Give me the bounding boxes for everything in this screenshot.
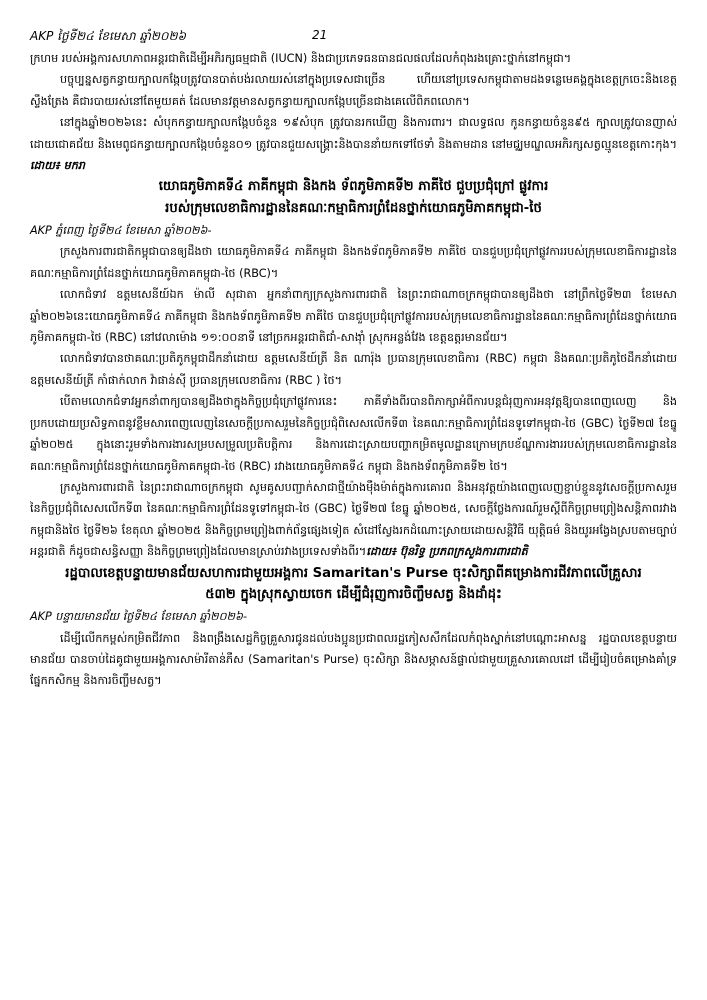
paragraph: បើតាមលោកជំទាវអ្នកនាំពាក្យបានឲ្យដឹងថាក្នុងកិច្ចប្រជុំក្រៅផ្លូវការនេះ ភាគីទាំងពីរបានពិភាក្សាអំពីការបន្តជំរុញការអនុវត្តឱ្យបានពេញលេញ និងប្រកបដោយប្រសិទ្ធភាពនូវខ្លឹមសារពេញលេញនៃសេចក្តីប្រកាសរួមនៃកិច្ចប្រជុំពិសេសលើកទី៣ នៃគណៈកម្មាធិការព្រំដែនទូទៅកម្ពុជា-ថៃ (GBC) ថ្ងៃទី២៧ ខែធ្នូ ឆ្នាំ២០២៥ ក្នុងនោះរួមទាំងការងារសម្របសម្រួលប្រតិបត្តិការ និងការដោះស្រាយបញ្ហាកម្រិតមូលដ្ឋានក្រោមក្របខ័ណ្ឌការងាររបស់ក្រុមលេខាធិការដ្ឋាននៃគណៈកម្មាធិការព្រំដែនថ្នាក់យោធភូមិភាគកម្ពុជា-ថៃ (RBC) រវាងយោធភូមិភាគទី៤ កម្ពុជា និងកងទ័ពភូមិភាគទី២ ថៃ។ <box>30 395 677 473</box>
headline: យោធភូមិភាគទី៤ ភាគីកម្ពុជា និងកង ទ័ពភូមិភាគទី២ ភាគីថៃ ជួបប្រជុំក្រៅ ផ្លូវការ <box>158 179 549 195</box>
dateline: AKP ភ្នំពេញ ថ្ងៃទី២៤ ខែមេសា ឆ្នាំ២០២៦- <box>30 224 212 238</box>
paragraph: លោកជំទាវបានថាគណៈប្រតិភូកម្ពុជាដឹកនាំដោយ ឧត្តមសេនីយ៍ត្រី និត ណារ៉ុង ប្រធានក្រុមលេខាធិការ (RBC) កម្ពុជា និងគណៈប្រតិភូថៃដឹកនាំដោយ ឧត្តមសេនីយ៍ត្រី កាំផាក់លាក វ៉ាផាន់ស៊ី ប្រធានក្រុមលេខាធិការ (RBC ) ថៃ។ <box>30 352 677 387</box>
byline: ដោយ៖ មករា <box>30 159 85 173</box>
paragraph <box>30 477 677 563</box>
header-date: AKP ថ្ងៃទី២៤ ខែមេសា ឆ្នាំ២០២៦ <box>30 29 187 43</box>
byline: ដោយ៖ ប៊ុនរិទ្ធ ប្រភពក្រសួងការពារជាតិ <box>366 545 528 559</box>
paragraph-text: ក្រសួងការពារជាតិ នៃព្រះរាជាណាចក្រកម្ពុជា សូមគូសបញ្ជាក់សាជាថ្មីយ៉ាងម៉ឺងម៉ាត់ក្នុងការគោរព និងអនុវត្តយ៉ាងពេញលេញខ្ជាប់ខ្ជួននូវសេចក្តីប្រកាសរួមនៃកិច្ចប្រជុំពិសេសលើកទី៣ នៃគណៈកម្មាធិការព្រំដែនទូទៅកម្ពុជា-ថៃ (GBC) ថ្ងៃទី២៧ ខែធ្នូ ឆ្នាំ២០២៥, សេចក្តីថ្លែងការណ៍រួមស្តីពីកិច្ចព្រមព្រៀងសន្តិភាពរវាងកម្ពុជានិងថៃ ថ្ងៃទី២៦ ខែតុលា ឆ្នាំ២០២៥ និងកិច្ចព្រមព្រៀងពាក់ព័ន្ធផ្សេងទៀត សំដៅស្វែងរកដំណោះស្រាយដោយសន្តិវិធី យុត្តិធម៌ និងយូរអង្វែងស្របតាមច្បាប់អន្តរជាតិ ក៏ដូចជាសន្ធិសញ្ញា និងកិច្ចព្រមព្រៀងដែលមានស្រាប់រវាងប្រទេសទាំងពីរ។ <box>30 480 677 559</box>
headline: របស់ក្រុមលេខាធិការដ្ឋាននៃគណៈកម្មាធិការព្រំដែនថ្នាក់យោធភូមិភាគកម្ពុជា-ថៃ <box>165 201 542 217</box>
paragraph-text: នៅក្នុងឆ្នាំ២០២៦នេះ សំបុកកន្ធាយក្បាលកង្កែបចំនួន ១៩សំបុក ត្រូវបានរកឃើញ និងការពារ។ ជាលទ្ធផល កូនកន្ធាយចំនួន៩៥ ក្បាលត្រូវបានញាស់ដោយជោគជ័យ និងមេពូជកន្ធាយក្បាលកង្កែបចំនួន០១ ត្រូវបានជួយសង្គ្រោះនិងបាននាំយកទៅថែទាំ និងតាមដាន នៅមជ្ឈមណ្ឌលអភិរក្សសត្វល្មូនខេត្តកោះកុង។ <box>30 116 677 151</box>
headline: ៥៣២ ក្នុងស្រុកស្វាយចេក ដើម្បីជំរុញការចិញ្ចឹមសត្វ និងដាំដុះ <box>205 587 502 603</box>
article-samaritans-purse <box>30 563 677 692</box>
article-turtle-conservation <box>30 48 677 176</box>
headline: រដ្ឋបាលខេត្តបន្ទាយមានជ័យសហការជាមួយអង្គការ Samaritan's Purse ចុះសិក្សាពីគម្រោងការជីវភាពលើគ្រួសារ <box>65 565 642 581</box>
paragraph: ក្រហម របស់អង្គការសហភាពអន្តរជាតិដើម្បីអភិរក្សធម្មជាតិ (IUCN) និងជាប្រភេទធនធានជលផលដែលកំពុងរងគ្រោះថ្នាក់នៅកម្ពុជា។ <box>30 52 572 65</box>
paragraph: ដើម្បីលើកកម្ពស់កម្រិតជីវភាព និងពង្រឹងសេដ្ឋកិច្ចគ្រួសារជូនដល់បងប្អូនប្រជាពលរដ្ឋភៀសសឹកដែលកំពុងស្នាក់នៅបណ្តោះអាសន្ន រដ្ឋបាលខេត្តបន្ទាយមានជ័យ បានចាប់ដៃគូជាមួយអង្គការសាម៉ារីតាន់ភឺស (Samaritan's Purse) ចុះសិក្សា និងសម្ភាសន៍ផ្ទាល់ជាមួយគ្រួសារគោលដៅ ដើម្បីរៀបចំគម្រោងគាំទ្រផ្នែកកសិកម្ម និងការចិញ្ចឹមសត្វ។ <box>30 631 677 688</box>
dateline: AKP បន្ទាយមានជ័យ ថ្ងៃទី២៤ ខែមេសា ឆ្នាំ២០២៦- <box>30 610 247 624</box>
page-header <box>30 24 677 48</box>
paragraph: ក្រសួងការពារជាតិកម្ពុជាបានឲ្យដឹងថា យោធភូមិភាគទី៤ ភាគីកម្ពុជា និងកងទ័ពភូមិភាគទី២ ភាគីថៃ បានជួបប្រជុំក្រៅផ្លូវការរបស់ក្រុមលេខាធិការដ្ឋាននៃគណៈកម្មាធិការព្រំដែនថ្នាក់យោធភូមិភាគកម្ពុជា-ថៃ (RBC)។ <box>30 245 677 280</box>
paragraph <box>30 112 677 176</box>
article-rbc-meeting <box>30 176 677 562</box>
paragraph: លោកជំទាវ ឧត្តមសេនីយ៍ឯក ម៉ាលី សុជាតា អ្នកនាំពាក្យក្រសួងការពារជាតិ នៃព្រះរាជាណាចក្រកម្ពុជាបានឲ្យដឹងថា នៅព្រឹកថ្ងៃទី២៣ ខែមេសា ឆ្នាំ២០២៦នេះយោធភូមិភាគទី៤ ភាគីកម្ពុជា និងកងទ័ពភូមិភាគទី២ ភាគីថៃ បានជួបប្រជុំក្រៅផ្លូវការរបស់ក្រុមលេខាធិការដ្ឋាននៃគណៈកម្មាធិការព្រំដែនថ្នាក់យោធភូមិភាគកម្ពុជា-ថៃ (RBC) នៅវេលាម៉ោង ១១:០០នាទី នៅច្រកអន្តរជាតិជាំ-សាង៉ាំ ស្រុកអន្លង់វែង ខេត្តឧត្តរមានជ័យ។ <box>30 288 677 345</box>
paragraph: បច្ចុប្បន្នសត្វកន្ធាយក្បាលកង្កែបត្រូវបានបាត់បង់រលាយរស់នៅក្នុងប្រទេសជាច្រើន ហើយនៅប្រទេសកម្ពុជាតាមដងទន្លេមេគង្គក្នុងខេត្តក្រចេះនិងខេត្តស្ទឹងត្រែង គឺជារបាយរស់នៅតែមួយគត់ ដែលមានវត្តមានសត្វកន្ធាយក្បាលកង្កែបច្រើនជាងគេលើពិភពលោក។ <box>30 73 677 108</box>
page-number: 21 <box>312 28 328 42</box>
